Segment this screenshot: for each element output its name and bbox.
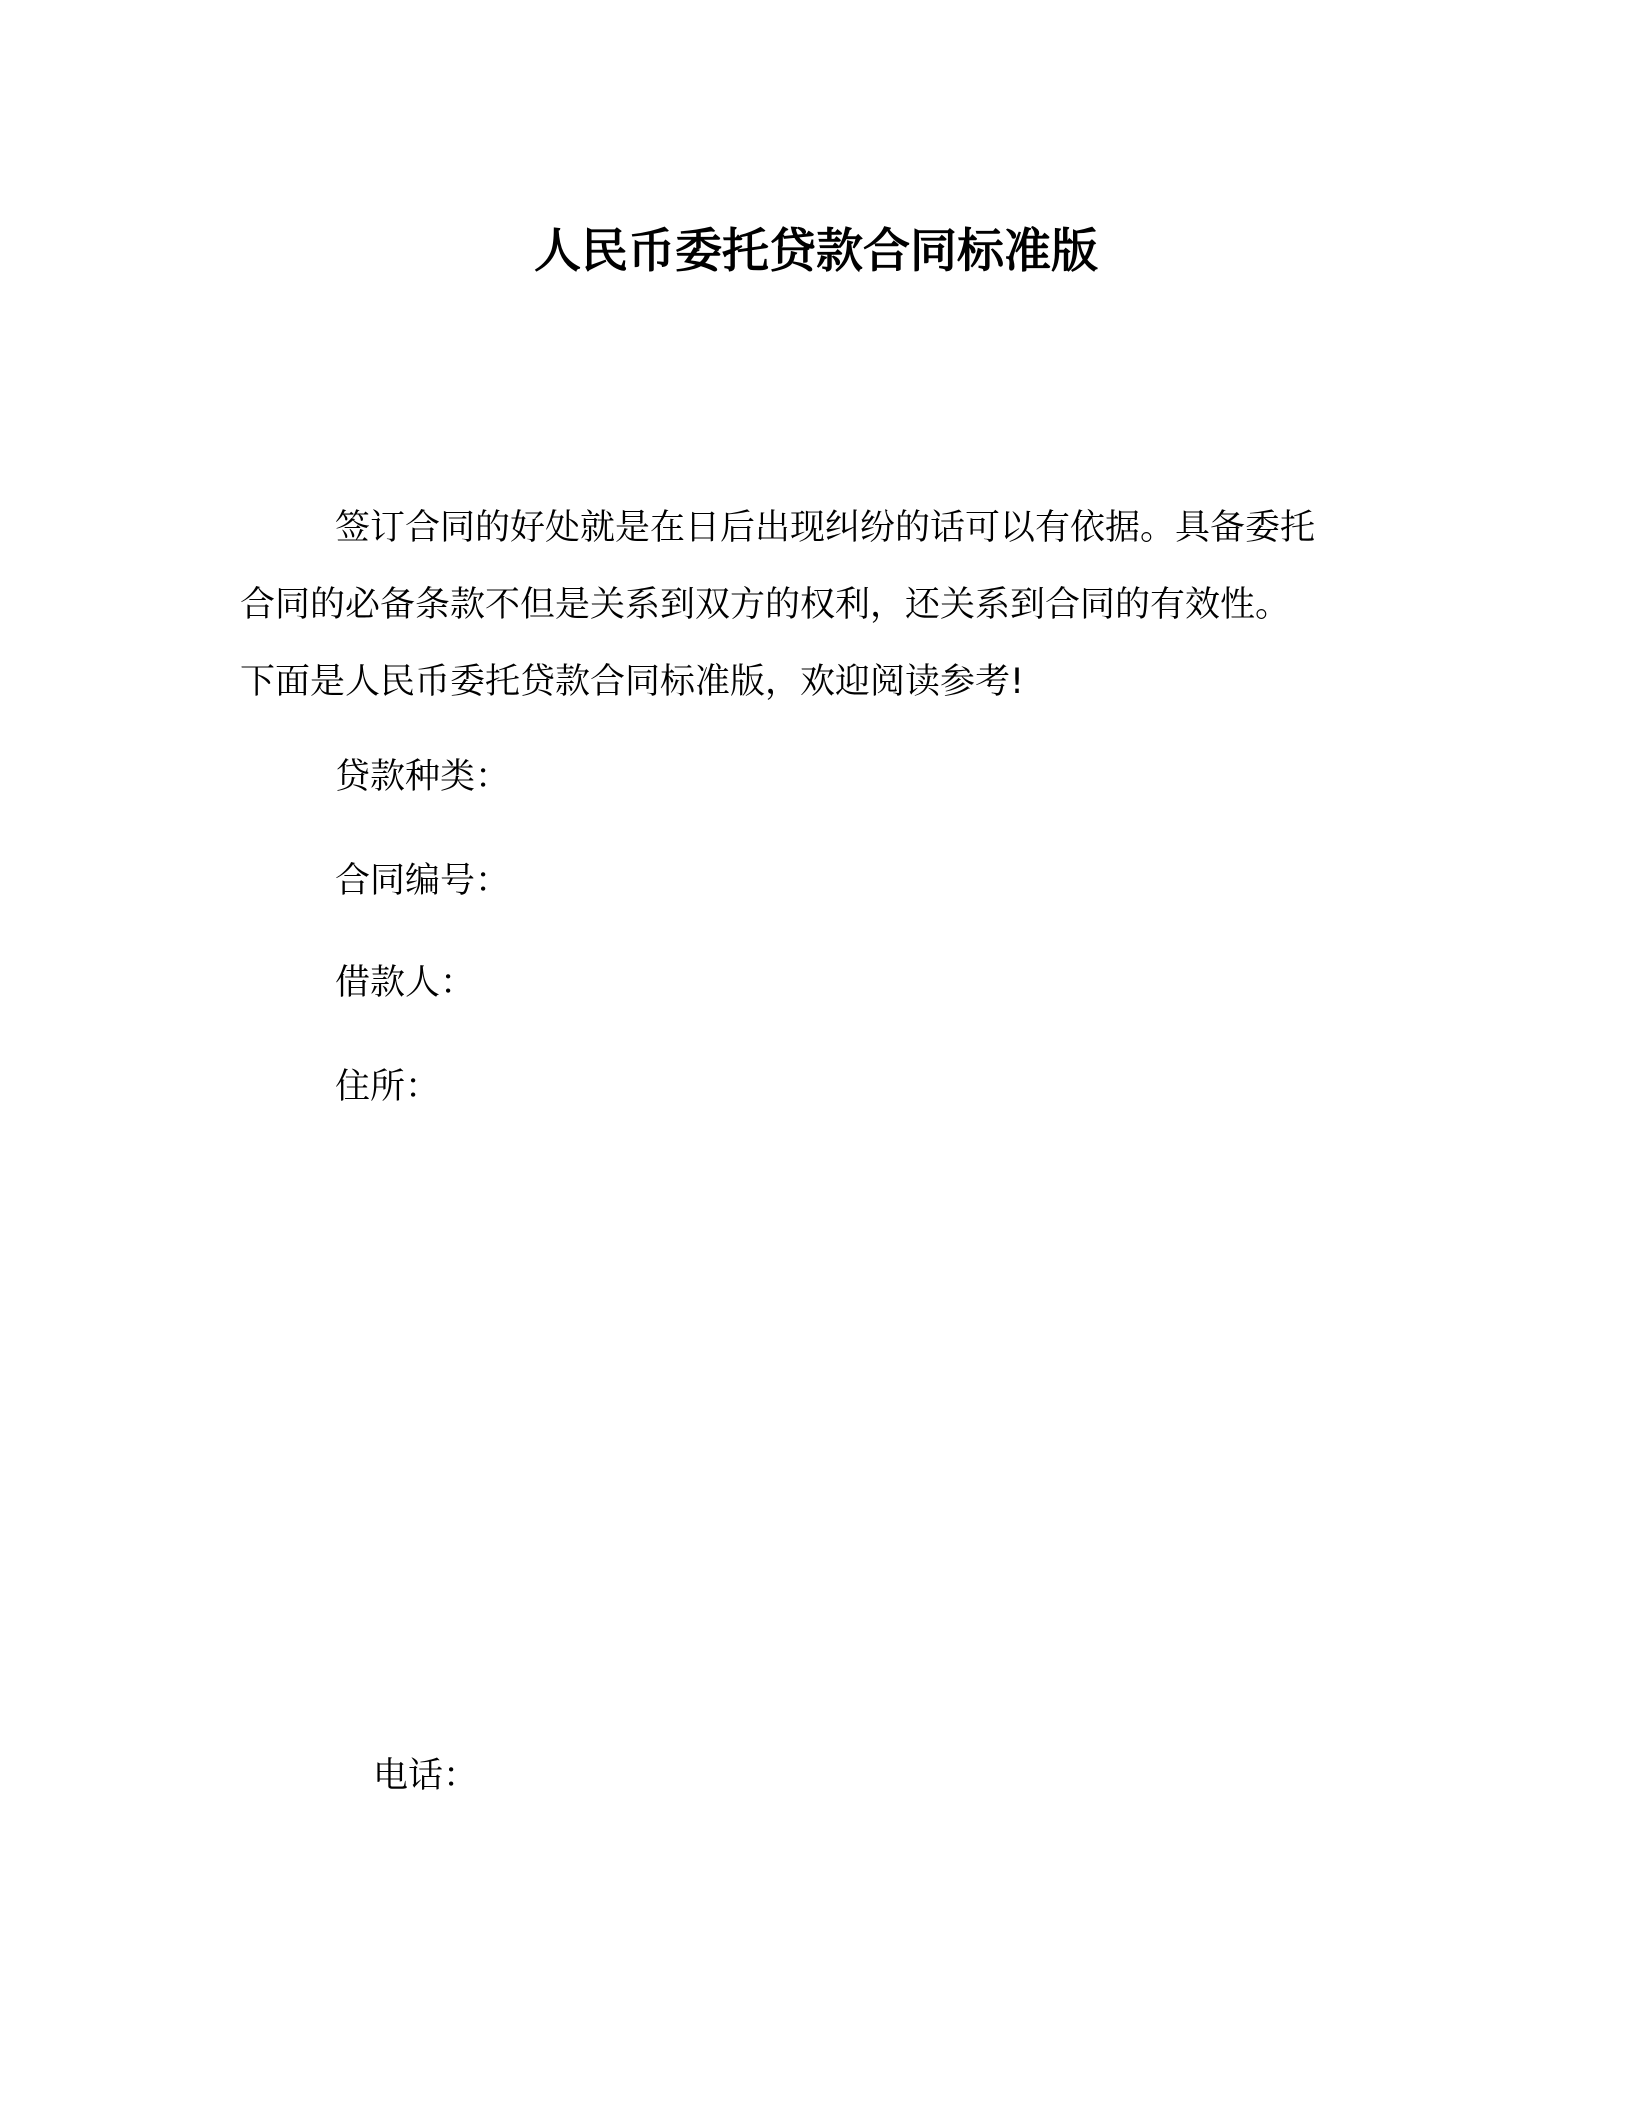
intro-line-2: 合同的必备条款不但是关系到双方的权利，还关系到合同的有效性。 [240,585,1291,625]
contract-number-label: 合同编号： [335,861,511,901]
intro-line-1: 签订合同的好处就是在日后出现纠纷的话可以有依据。具备委托 [335,508,1316,548]
intro-line-3: 下面是人民币委托贷款合同标准版，欢迎阅读参考! [240,662,1025,702]
address-label: 住所： [335,1067,441,1107]
borrower-label: 借款人： [335,963,476,1003]
intro-paragraph [240,490,1390,721]
loan-type-label: 贷款种类： [335,757,511,797]
document-title: 人民币委托贷款合同标准版 [534,224,1098,279]
phone-label: 电话： [373,1756,479,1796]
